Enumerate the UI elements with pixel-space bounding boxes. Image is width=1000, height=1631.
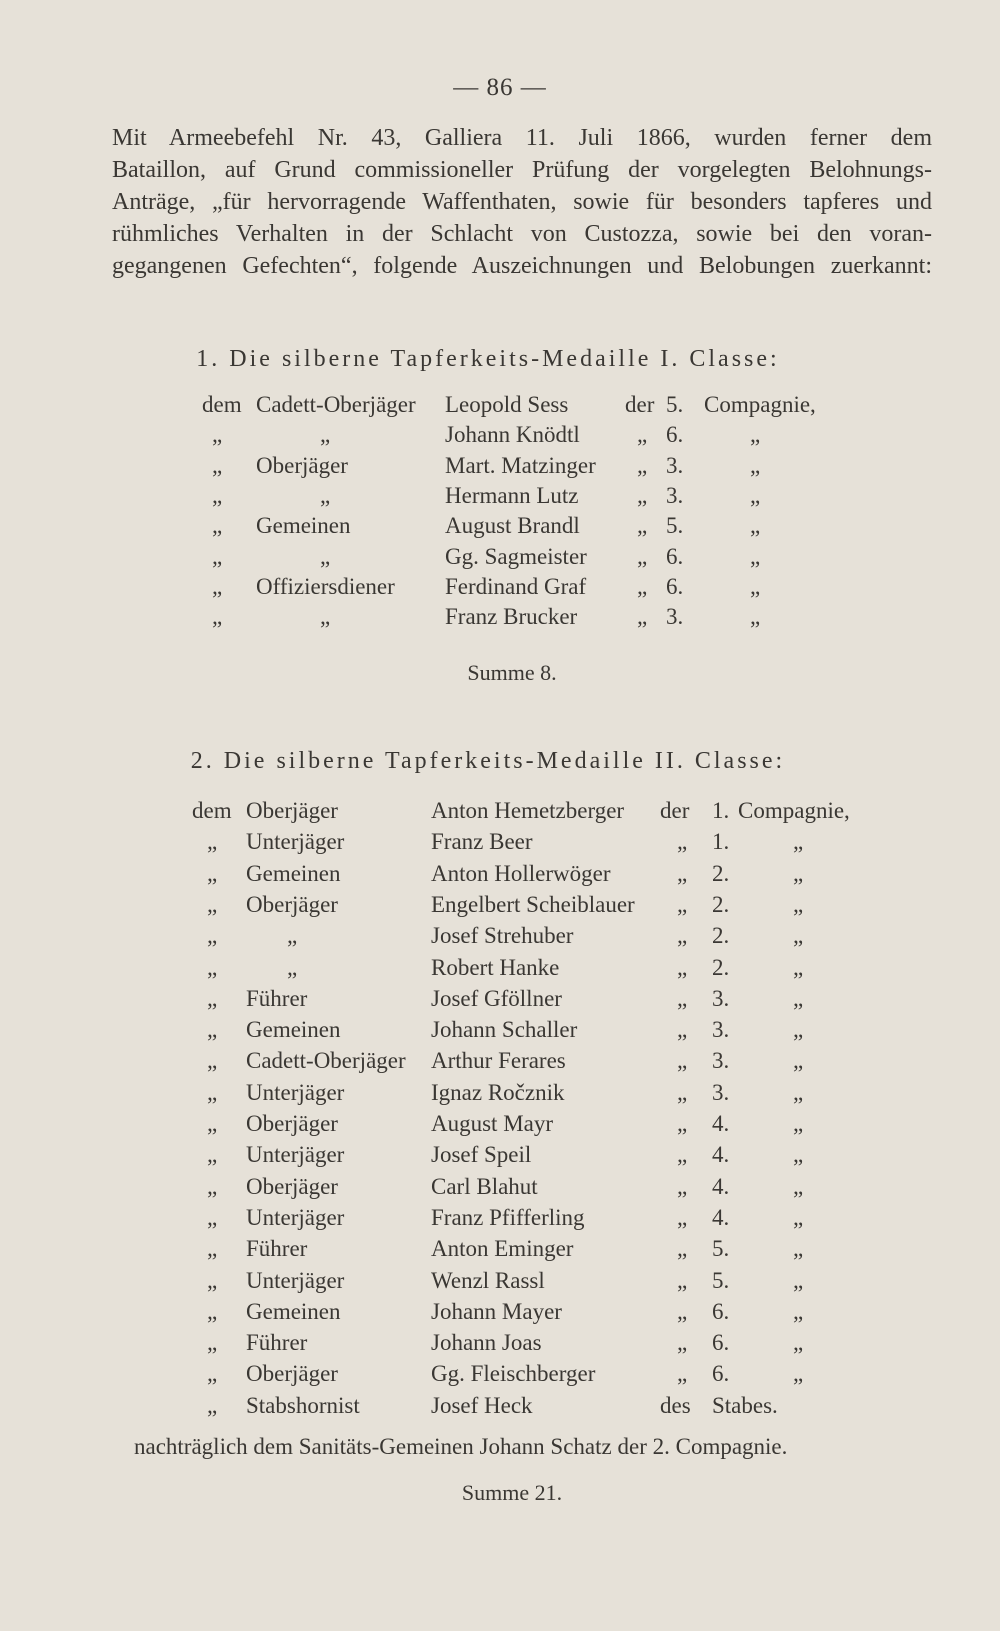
- row-num: 6.: [666, 573, 684, 599]
- row-c: „: [793, 1298, 804, 1324]
- row-b: „: [677, 954, 688, 980]
- row-b: „: [637, 482, 648, 508]
- row-b: „: [677, 1267, 688, 1293]
- row-a: „: [207, 1142, 218, 1168]
- row-num: 1.: [712, 829, 730, 855]
- row-rank: Oberjäger: [246, 1173, 338, 1199]
- row-b: „: [677, 1204, 688, 1230]
- row-num: 6.: [712, 1298, 730, 1324]
- row-b: „: [637, 513, 648, 539]
- row-a: „: [207, 1330, 218, 1356]
- row-num: 3.: [666, 452, 684, 478]
- row-name: Johann Joas: [431, 1330, 542, 1356]
- row-num: 4.: [712, 1111, 730, 1136]
- row-rank: „: [287, 923, 298, 949]
- row-rank: Gemeinen: [246, 860, 341, 886]
- row-num: 5.: [712, 1236, 730, 1262]
- row-b: „: [677, 891, 688, 917]
- row-rank: Unterjäger: [246, 1142, 345, 1168]
- row-name: Carl Blahut: [431, 1173, 538, 1199]
- row-name: Josef Gföllner: [431, 985, 562, 1011]
- row-name: Ferdinand Graf: [445, 573, 587, 599]
- intro-paragraph: [112, 122, 932, 282]
- row-num: 6.: [666, 543, 684, 569]
- row-name: August Brandl: [445, 513, 580, 539]
- row-c: „: [793, 1361, 804, 1387]
- row-a: „: [207, 954, 218, 980]
- row-a: dem: [192, 798, 232, 823]
- row-c: „: [793, 1267, 804, 1293]
- row-a: „: [207, 1204, 218, 1230]
- row-rank: „: [320, 482, 331, 508]
- row-a: „: [207, 1017, 218, 1043]
- row-name: Ignaz Ročznik: [431, 1079, 565, 1105]
- row-name: Johann Mayer: [431, 1298, 562, 1324]
- row-name: Anton Hollerwöger: [431, 860, 611, 886]
- row-c: Compagnie,: [704, 392, 816, 417]
- row-a: „: [207, 1392, 218, 1418]
- row-rank: Gemeinen: [246, 1298, 341, 1324]
- row-rank: Führer: [246, 985, 308, 1011]
- row-a: „: [212, 573, 223, 599]
- row-name: Wenzl Rassl: [431, 1267, 545, 1293]
- row-c: Compagnie,: [738, 798, 850, 823]
- row-a: „: [207, 985, 218, 1011]
- intro-line: Anträge, „für hervorragende Waffenthaten, sowie für besonders tapferes und: [112, 189, 932, 215]
- row-name: Franz Beer: [431, 829, 533, 855]
- row-c: „: [793, 829, 804, 855]
- row-rank: Stabshornist: [246, 1392, 360, 1418]
- row-b: des: [660, 1392, 691, 1418]
- row-num: 2.: [712, 891, 730, 917]
- row-rank: Unterjäger: [246, 1267, 345, 1293]
- row-b: „: [637, 452, 648, 478]
- section2-note: nachträglich dem Sanitäts-Gemeinen Johann Schatz der 2. Compagnie.: [134, 1434, 788, 1459]
- row-c: „: [750, 513, 761, 539]
- row-num: 3.: [712, 985, 730, 1011]
- row-name: Mart. Matzinger: [445, 452, 596, 478]
- row-num: 2.: [712, 860, 730, 886]
- row-rank: Cadett-Oberjäger: [246, 1048, 406, 1074]
- row-a: „: [207, 1298, 218, 1324]
- row-name: Engelbert Scheiblauer: [431, 891, 635, 917]
- intro-line: gegangenen Gefechten“, folgende Auszeichnungen und Belobungen zuerkannt:: [112, 253, 932, 279]
- row-rank: „: [320, 422, 331, 448]
- row-a: „: [212, 513, 223, 539]
- row-a: „: [207, 1173, 218, 1199]
- row-name: Anton Hemetzberger: [431, 798, 625, 823]
- row-a: „: [207, 1236, 218, 1262]
- row-c: „: [793, 1204, 804, 1230]
- row-b: „: [677, 1079, 688, 1105]
- row-rank: Unterjäger: [246, 829, 345, 855]
- section2-summe: Summe 21.: [461, 1480, 563, 1505]
- row-b: „: [637, 604, 648, 630]
- page-number: — 86 —: [453, 74, 547, 101]
- intro-line: Bataillon, auf Grund commissioneller Prüfung der vorgelegten Belohnungs-: [112, 157, 932, 183]
- row-rank: Unterjäger: [246, 1079, 345, 1105]
- row-num: 4.: [712, 1204, 730, 1230]
- row-rank: Gemeinen: [246, 1017, 341, 1043]
- row-rank: Oberjäger: [246, 1111, 338, 1136]
- row-rank: Führer: [246, 1330, 308, 1356]
- row-num: 6.: [712, 1361, 730, 1387]
- row-num: 5.: [666, 392, 684, 417]
- row-c: „: [793, 891, 804, 917]
- row-c: „: [750, 452, 761, 478]
- row-num: 3.: [712, 1017, 730, 1043]
- row-c: „: [793, 1111, 804, 1136]
- row-rank: Unterjäger: [246, 1204, 345, 1230]
- row-a: „: [207, 1079, 218, 1105]
- row-a: „: [207, 891, 218, 917]
- row-b: „: [677, 1173, 688, 1199]
- row-rank: Oberjäger: [246, 891, 338, 917]
- row-c: „: [793, 985, 804, 1011]
- row-num: 6.: [712, 1330, 730, 1356]
- row-name: Gg. Sagmeister: [445, 543, 587, 569]
- row-c: „: [750, 482, 761, 508]
- row-c: „: [793, 954, 804, 980]
- row-c: „: [793, 1048, 804, 1074]
- row-b: „: [677, 829, 688, 855]
- row-rank: „: [320, 604, 331, 630]
- row-a: „: [207, 1111, 218, 1136]
- row-num: 2.: [712, 954, 730, 980]
- row-a: „: [212, 604, 223, 630]
- row-name: Anton Eminger: [431, 1236, 574, 1262]
- row-name: Franz Pfifferling: [431, 1204, 585, 1230]
- row-a: „: [207, 1267, 218, 1293]
- row-rank: „: [287, 954, 298, 980]
- section1-heading: 1. Die silberne Tapferkeits-Medaille I. Classe:: [196, 346, 780, 372]
- row-name: Johann Knödtl: [445, 422, 580, 448]
- row-c: „: [793, 1142, 804, 1168]
- intro-line: rühmliches Verhalten in der Schlacht von Custozza, sowie bei den voran-: [112, 221, 932, 247]
- row-num: 2.: [712, 923, 730, 949]
- row-name: Franz Brucker: [445, 604, 578, 630]
- row-num: 5.: [712, 1267, 730, 1293]
- row-a: dem: [202, 392, 242, 417]
- row-c: „: [793, 1079, 804, 1105]
- row-a: „: [207, 829, 218, 855]
- row-c: „: [793, 1330, 804, 1356]
- row-name: Josef Strehuber: [431, 923, 574, 949]
- row-num: 3.: [712, 1079, 730, 1105]
- row-num: 3.: [712, 1048, 730, 1074]
- row-name: Leopold Sess: [445, 392, 569, 417]
- row-num: 4.: [712, 1173, 730, 1199]
- row-b: „: [637, 573, 648, 599]
- row-num: 5.: [666, 513, 684, 539]
- row-c: „: [793, 860, 804, 886]
- row-b: „: [677, 1017, 688, 1043]
- row-c: „: [750, 573, 761, 599]
- row-name: Hermann Lutz: [445, 482, 579, 508]
- row-name: August Mayr: [431, 1111, 554, 1136]
- row-c: „: [793, 1236, 804, 1262]
- row-a: „: [212, 452, 223, 478]
- row-num: 1.: [712, 798, 730, 823]
- row-c: „: [793, 923, 804, 949]
- row-rank: Oberjäger: [256, 452, 348, 478]
- row-num: 4.: [712, 1142, 730, 1168]
- row-b: der: [625, 392, 655, 417]
- row-a: „: [212, 482, 223, 508]
- row-name: Josef Speil: [431, 1142, 532, 1168]
- row-rank: Oberjäger: [246, 1361, 338, 1387]
- row-c: „: [750, 422, 761, 448]
- row-name: Arthur Ferares: [431, 1048, 566, 1074]
- intro-line: Mit Armeebefehl Nr. 43, Galliera 11. Juli 1866, wurden ferner dem: [112, 125, 932, 151]
- row-num: 6.: [666, 422, 684, 448]
- row-b: „: [677, 923, 688, 949]
- row-rank: Offiziersdiener: [256, 573, 395, 599]
- row-rank: Führer: [246, 1236, 308, 1262]
- row-c: „: [750, 604, 761, 630]
- row-c: „: [793, 1173, 804, 1199]
- row-b: „: [677, 985, 688, 1011]
- row-name: Josef Heck: [431, 1392, 533, 1418]
- row-num: 3.: [666, 482, 684, 508]
- row-a: „: [207, 1361, 218, 1387]
- row-name: Johann Schaller: [431, 1017, 578, 1043]
- row-a: „: [212, 543, 223, 569]
- section1-summe: Summe 8.: [467, 660, 557, 685]
- row-rank: Cadett-Oberjäger: [256, 392, 416, 417]
- row-b: „: [677, 1298, 688, 1324]
- row-b: „: [677, 1330, 688, 1356]
- row-b: „: [677, 1361, 688, 1387]
- row-b: „: [677, 1048, 688, 1074]
- row-a: „: [207, 860, 218, 886]
- section2-heading: 2. Die silberne Tapferkeits-Medaille II. Classe:: [190, 748, 786, 774]
- row-num: Stabes.: [712, 1392, 778, 1418]
- row-b: „: [677, 1111, 688, 1136]
- row-b: „: [677, 860, 688, 886]
- row-a: „: [212, 422, 223, 448]
- row-b: der: [660, 798, 690, 823]
- row-b: „: [637, 422, 648, 448]
- row-a: „: [207, 923, 218, 949]
- row-b: „: [677, 1142, 688, 1168]
- row-num: 3.: [666, 604, 684, 630]
- row-name: Robert Hanke: [431, 954, 560, 980]
- row-rank: Gemeinen: [256, 513, 351, 539]
- row-b: „: [677, 1236, 688, 1262]
- row-c: „: [750, 543, 761, 569]
- row-name: Gg. Fleischberger: [431, 1361, 596, 1387]
- row-rank: „: [320, 543, 331, 569]
- row-c: „: [793, 1017, 804, 1043]
- row-b: „: [637, 543, 648, 569]
- row-a: „: [207, 1048, 218, 1074]
- row-rank: Oberjäger: [246, 798, 338, 823]
